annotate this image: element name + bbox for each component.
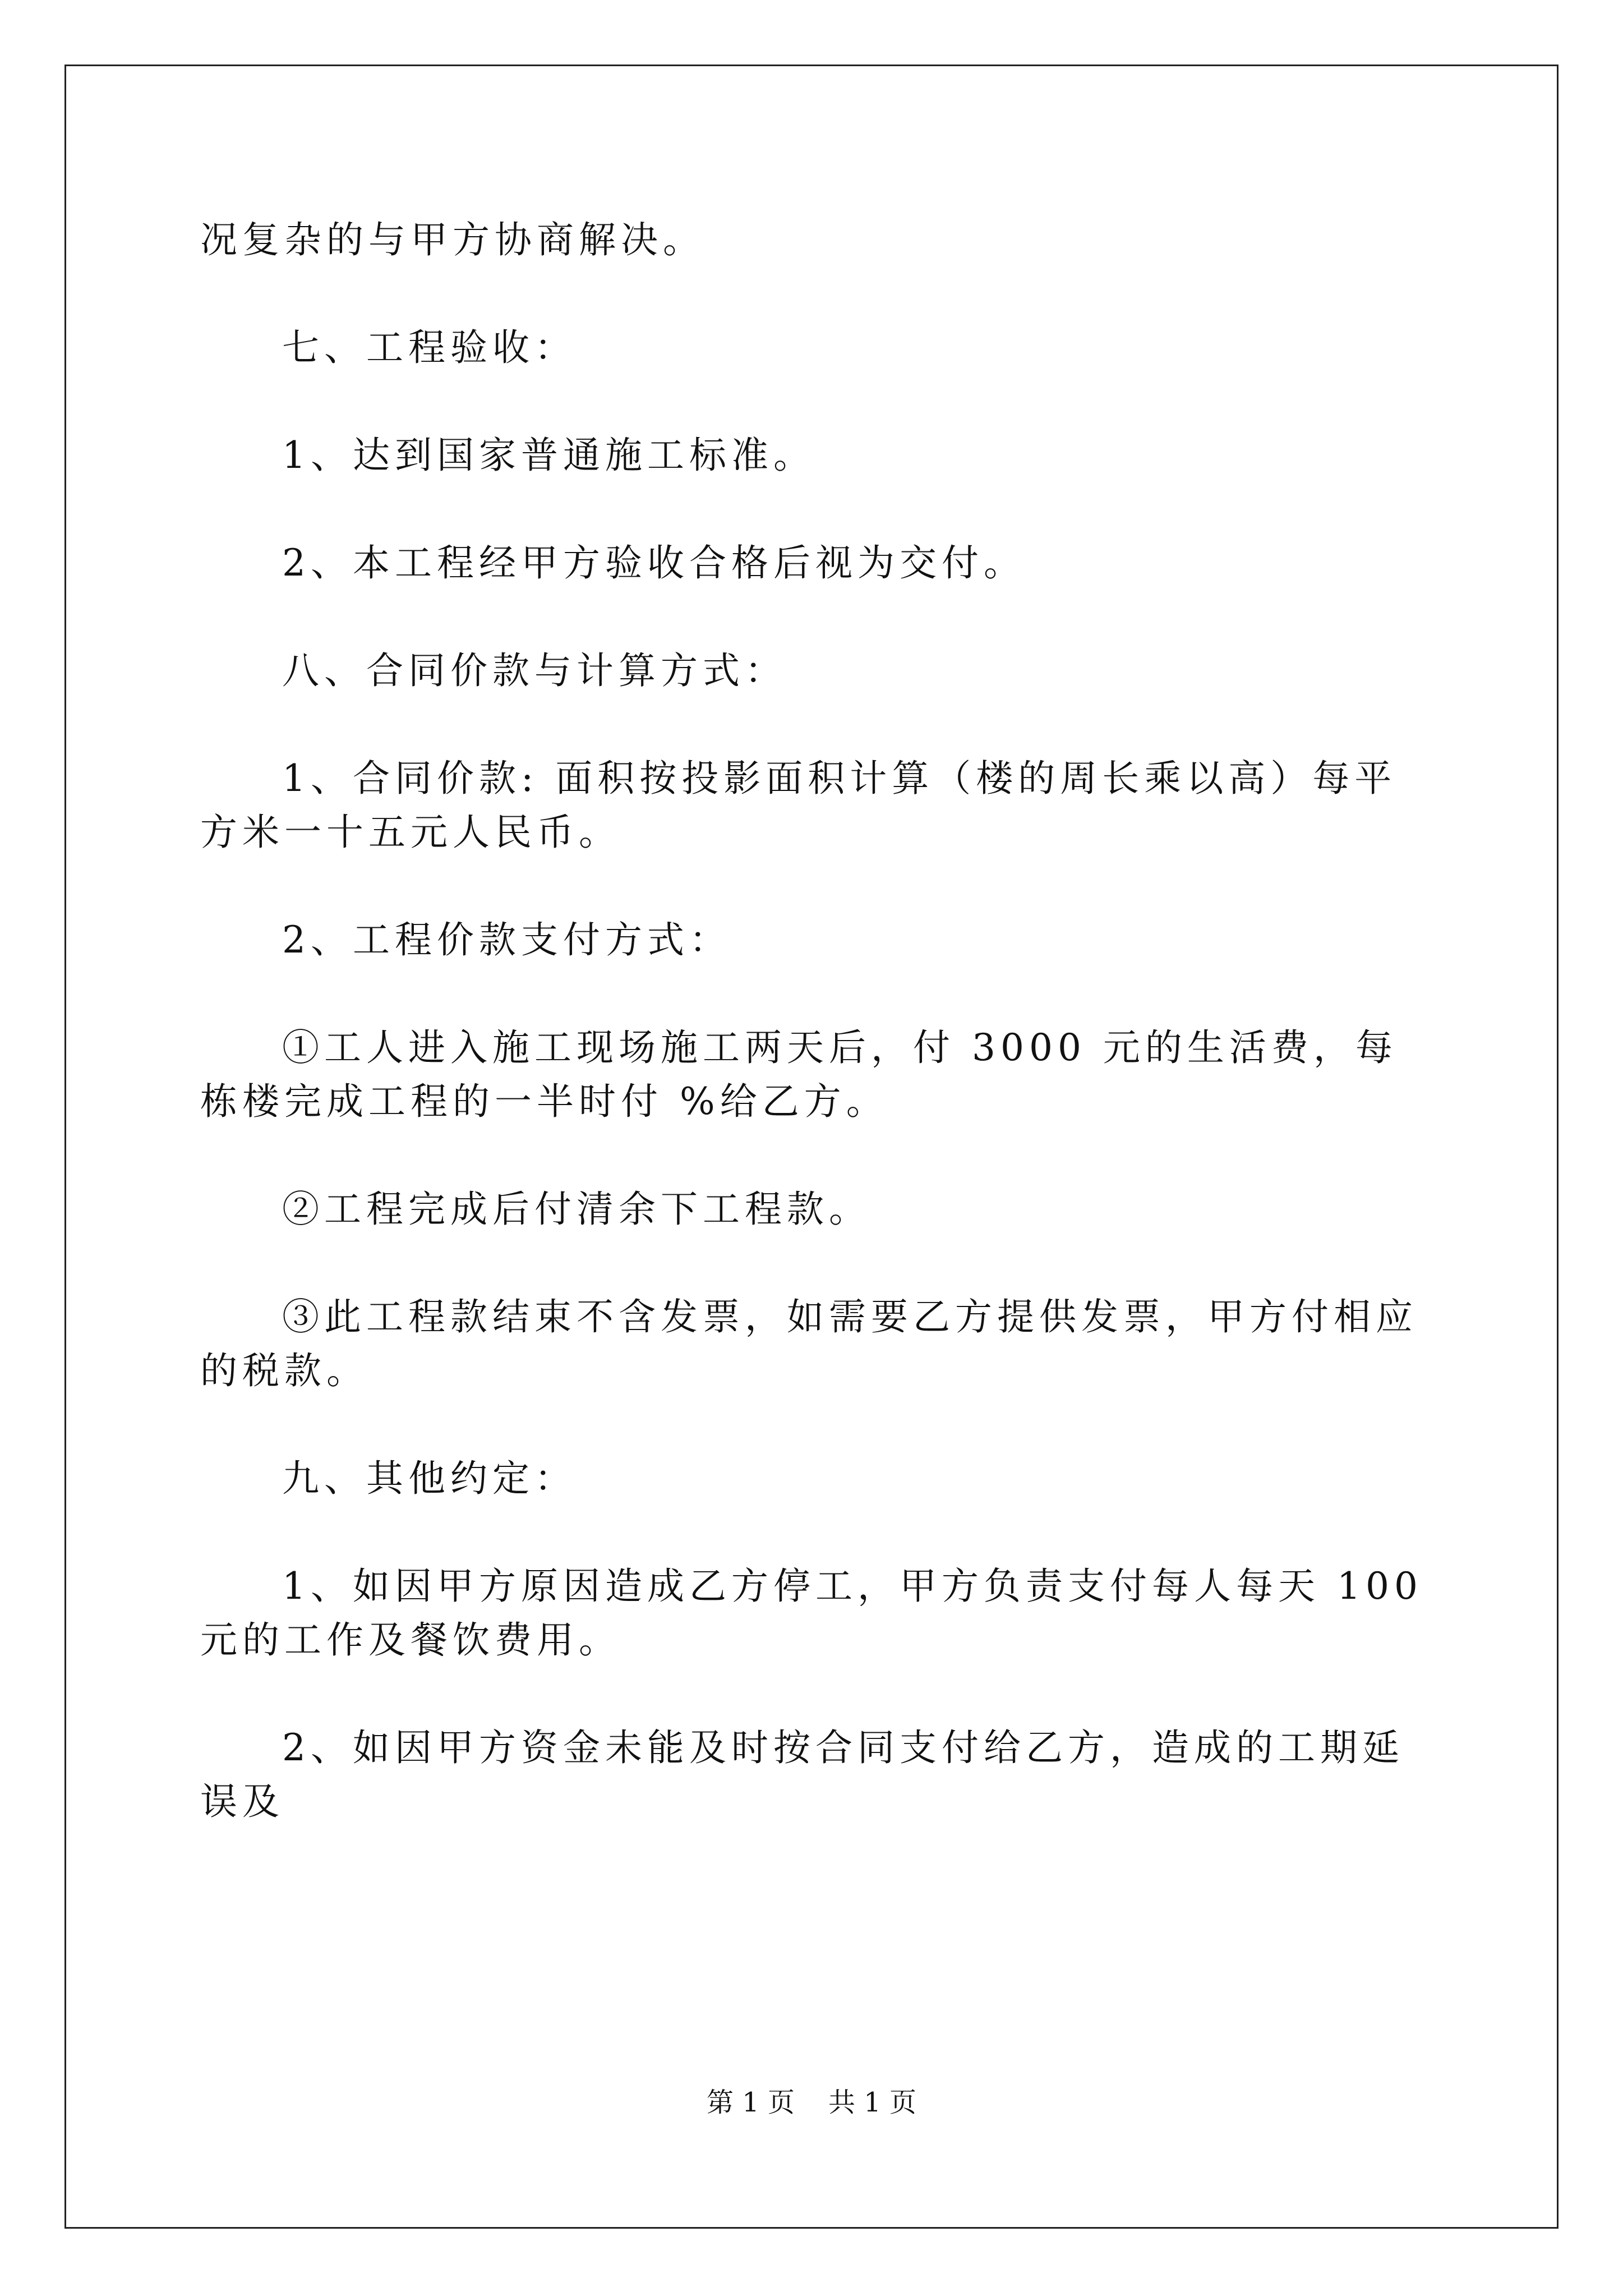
paragraph-acceptance-1: 1、达到国家普通施工标准。 xyxy=(282,434,815,477)
section-heading-9: 九、其他约定： xyxy=(282,1457,577,1500)
paragraph-payment-1: ①工人进入施工现场施工两天后，付 3000 元的生活费，每栋楼完成工程的一半时付 %给乙方。 xyxy=(200,1026,1398,1123)
paragraph-other-1: 1、如因甲方原因造成乙方停工，甲方负责支付每人每天 100 元的工作及餐饮费用。 xyxy=(200,1565,1423,1662)
paragraph-acceptance-2: 2、本工程经甲方验收合格后视为交付。 xyxy=(282,541,1026,585)
paragraph-price-1: 1、合同价款: 面积按投影面积计算（楼的周长乘以高）每平方米一十五元人民币。 xyxy=(200,757,1397,854)
paragraph-1: 况复杂的与甲方协商解决。 xyxy=(200,218,705,261)
document-body xyxy=(200,213,1426,1883)
page-number-total: 共 1 页 xyxy=(828,2087,917,2118)
paragraph-other-2: 2、如因甲方资金未能及时按合同支付给乙方，造成的工期延误及 xyxy=(200,1726,1404,1823)
paragraph-price-2: 2、工程价款支付方式： xyxy=(282,918,731,961)
section-heading-7: 七、工程验收： xyxy=(282,326,577,369)
section-heading-8: 八、合同价款与计算方式： xyxy=(282,649,787,692)
paragraph-payment-2: ②工程完成后付清余下工程款。 xyxy=(282,1188,871,1231)
paragraph-payment-3: ③此工程款结束不含发票，如需要乙方提供发票，甲方付相应的税款。 xyxy=(200,1295,1418,1392)
page-number-current: 第 1 页 xyxy=(706,2087,795,2118)
page-footer xyxy=(0,2086,1623,2119)
